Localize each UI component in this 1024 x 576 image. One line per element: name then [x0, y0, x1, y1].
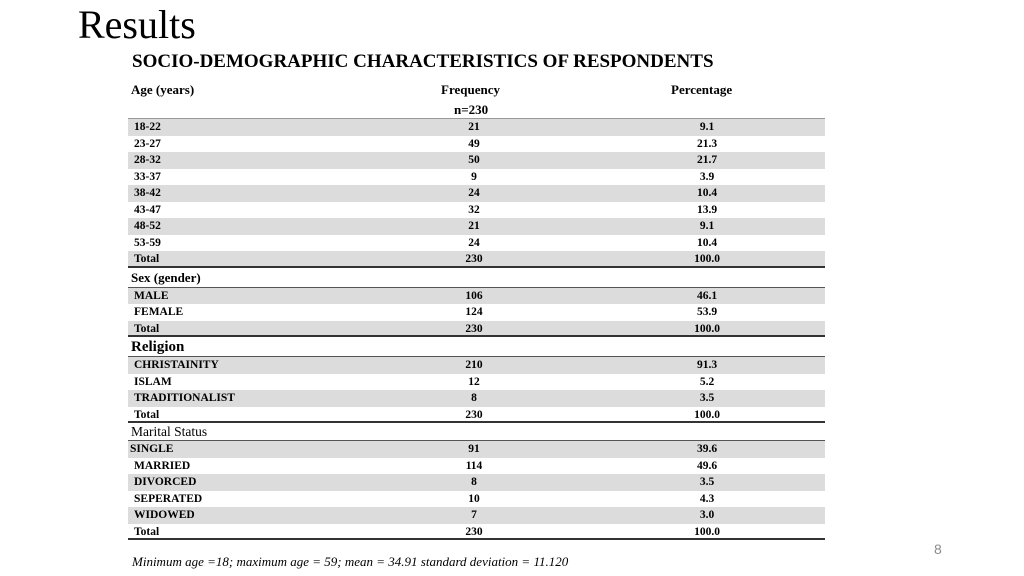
page-number: 8 — [934, 541, 942, 557]
row-percentage: 100.0 — [694, 322, 720, 335]
table-row — [128, 491, 825, 508]
row-percentage: 9.1 — [699, 121, 715, 133]
row-percentage: 39.6 — [696, 443, 718, 455]
table-row — [128, 169, 825, 186]
demographics-table — [128, 118, 825, 540]
row-label: MARRIED — [134, 459, 191, 472]
section-heading-religion: Religion — [128, 337, 825, 357]
row-frequency: 10 — [468, 492, 480, 505]
row-percentage: 3.0 — [699, 509, 715, 521]
row-frequency: 210 — [465, 359, 483, 371]
row-frequency: 50 — [468, 154, 480, 166]
row-percentage: 21.3 — [696, 137, 718, 150]
table-row — [128, 474, 825, 491]
row-frequency: 230 — [465, 408, 483, 421]
table-row — [128, 288, 825, 305]
row-frequency: 230 — [465, 525, 483, 538]
section-heading-marital-status: Marital Status — [128, 423, 825, 441]
row-frequency: 124 — [465, 306, 483, 318]
row-percentage: 3.5 — [699, 476, 715, 488]
table-row — [128, 235, 825, 252]
table-row — [128, 304, 825, 321]
section-heading-sex: Sex (gender) — [128, 268, 825, 288]
row-label: WIDOWED — [134, 509, 195, 521]
row-label: 48-52 — [134, 220, 161, 232]
table-row — [128, 357, 825, 374]
row-frequency: 24 — [468, 236, 480, 249]
row-percentage: 9.1 — [699, 220, 715, 232]
table-title: SOCIO-DEMOGRAPHIC CHARACTERISTICS OF RESPONDENTS — [132, 51, 714, 72]
row-label: 23-27 — [134, 137, 161, 150]
row-percentage: 10.4 — [696, 187, 718, 199]
row-label: 38-42 — [134, 187, 161, 199]
row-label: 53-59 — [134, 236, 161, 249]
row-frequency: 21 — [468, 220, 480, 232]
row-frequency: 8 — [471, 476, 477, 488]
slide-title: Results — [78, 2, 196, 47]
row-frequency: 49 — [468, 137, 480, 150]
row-label: 18-22 — [134, 121, 161, 133]
row-frequency: 114 — [465, 459, 483, 472]
table-row — [128, 507, 825, 524]
row-frequency: 24 — [468, 187, 480, 199]
row-frequency: 8 — [471, 392, 477, 404]
row-percentage: 5.2 — [699, 375, 715, 388]
row-percentage: 21.7 — [696, 154, 718, 166]
row-percentage: 100.0 — [694, 525, 720, 538]
row-percentage: 3.5 — [699, 392, 715, 404]
table-row-total — [128, 321, 825, 338]
row-label: DIVORCED — [134, 476, 197, 488]
row-percentage: 53.9 — [696, 306, 718, 318]
row-label: Total — [134, 408, 160, 421]
table-row — [128, 390, 825, 407]
table-row — [128, 458, 825, 475]
row-label: ISLAM — [134, 375, 172, 388]
table-row — [128, 185, 825, 202]
row-label: SINGLE — [130, 443, 174, 455]
table-row — [128, 441, 825, 458]
row-frequency: 230 — [465, 253, 483, 265]
row-label: 33-37 — [134, 170, 161, 183]
table-row-total — [128, 251, 825, 268]
row-frequency: 21 — [468, 121, 480, 133]
row-label: 28-32 — [134, 154, 161, 166]
table-footnote: Minimum age =18; maximum age = 59; mean = 34.91 standard deviation = 11.120 — [132, 554, 569, 569]
row-label: SEPERATED — [134, 492, 203, 505]
table-row-total — [128, 407, 825, 424]
table-row — [128, 136, 825, 153]
row-label: Total — [134, 525, 160, 538]
column-header-sample-size: n=230 — [454, 102, 489, 117]
table-row-total — [128, 524, 825, 541]
table-row — [128, 374, 825, 391]
column-header-frequency: Frequency — [441, 82, 500, 97]
row-percentage: 100.0 — [694, 408, 720, 421]
row-percentage: 3.9 — [699, 170, 715, 183]
row-percentage: 49.6 — [696, 459, 718, 472]
row-frequency: 7 — [471, 509, 477, 521]
row-label: Total — [134, 322, 160, 335]
row-frequency: 106 — [465, 289, 483, 302]
table-row — [128, 119, 825, 136]
table-row — [128, 218, 825, 235]
row-frequency: 32 — [468, 203, 480, 216]
row-percentage: 46.1 — [696, 289, 718, 302]
table-row — [128, 202, 825, 219]
row-percentage: 13.9 — [696, 203, 718, 216]
row-label: CHRISTAINITY — [134, 359, 219, 371]
row-frequency: 91 — [468, 443, 480, 455]
row-label: MALE — [134, 289, 169, 302]
row-percentage: 91.3 — [696, 359, 718, 371]
row-label: Total — [134, 253, 160, 265]
row-label: TRADITIONALIST — [134, 392, 235, 404]
row-label: 43-47 — [134, 203, 161, 216]
row-frequency: 9 — [471, 170, 477, 183]
column-header-age: Age (years) — [131, 82, 195, 97]
row-percentage: 10.4 — [696, 236, 718, 249]
row-frequency: 12 — [468, 375, 480, 388]
row-percentage: 100.0 — [694, 253, 720, 265]
row-label: FEMALE — [134, 306, 184, 318]
row-frequency: 230 — [465, 322, 483, 335]
table-row — [128, 152, 825, 169]
row-percentage: 4.3 — [699, 492, 715, 505]
column-header-percentage: Percentage — [671, 82, 733, 97]
